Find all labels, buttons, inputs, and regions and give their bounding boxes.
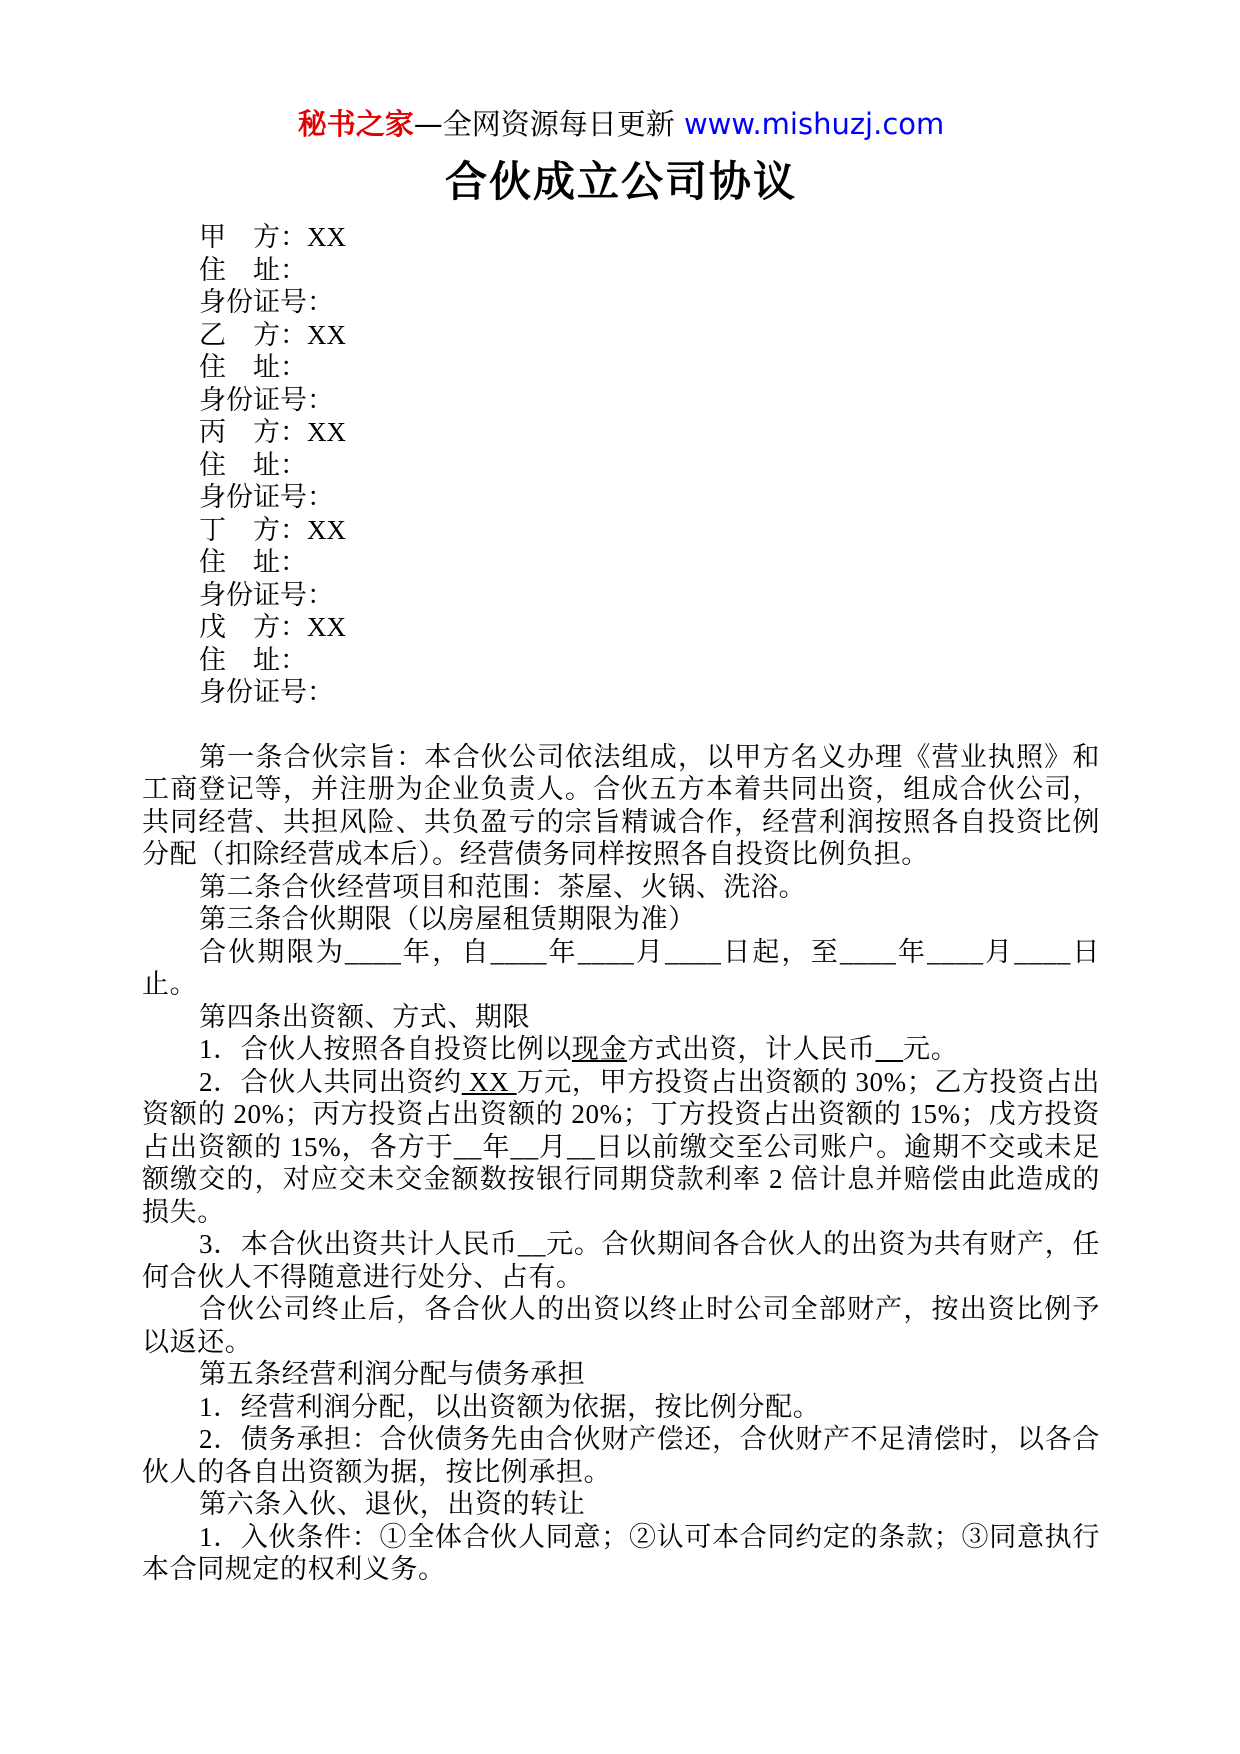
party-c-address: 住 址： (199, 449, 307, 480)
clause-5-heading: 第五条经营利润分配与债务承担 (199, 1359, 586, 1389)
clause-6-item-1: 1．入伙条件：①全体合伙人同意；②认可本合同约定的条款；③同意执行本合同规定的权利义务。 (142, 1521, 1100, 1584)
spacer (142, 709, 1100, 741)
document-title: 合伙成立公司协议 (444, 157, 797, 206)
clause-4-item-1-text-b: 方式出资，计人民币 (627, 1034, 876, 1064)
slogan: —全网资源每日更新 (413, 107, 675, 141)
clause-4-heading: 第四条出资额、方式、期限 (199, 1001, 531, 1032)
party-c-id: 身份证号： (199, 482, 334, 512)
party-e-address: 住 址： (199, 644, 307, 675)
clause-4-item-2-text-a: 2．合伙人共同出资约 (199, 1066, 462, 1097)
clause-4-item-4: 合伙公司终止后，各合伙人的出资以终止时公司全部财产，按出资比例予以返还。 (142, 1294, 1100, 1357)
site-url[interactable]: www.mishuzj.com (674, 107, 945, 141)
clause-1: 第一条合伙宗旨：本合伙公司依法组成，以甲方名义办理《营业执照》和工商登记等，并注册为企业负责人。合伙五方本着共同出资，组成合伙公司，共同经营、共担风险、共负盈亏的宗旨精诚合作，经营利润按照各自投资比例分配（扣除经营成本后）。经营债务同样按照各自投资比例负担。 (142, 741, 1100, 869)
clause-4-item-1-text-c: 元。 (903, 1034, 959, 1064)
party-b-id: 身份证号： (199, 384, 334, 415)
cash-term: 现金 (571, 1034, 628, 1064)
party-a-id: 身份证号： (199, 287, 334, 317)
total-investment-value: XX (461, 1066, 517, 1097)
party-a-address: 住 址： (199, 254, 307, 285)
site-header (142, 97, 1100, 151)
party-a-name: 甲 方：XX (199, 222, 346, 252)
clause-5-item-2: 2．债务承担：合伙债务先由合伙财产偿还，合伙财产不足清偿时，以各合伙人的各自出资额为据，按比例承担。 (142, 1424, 1100, 1487)
party-d-address: 住 址： (199, 547, 307, 577)
party-d-name: 丁 方：XX (199, 514, 346, 545)
clause-4-item-1 (142, 1033, 1100, 1066)
clause-4-item-1-text-a: 1．合伙人按照各自投资比例以 (199, 1034, 572, 1064)
party-b-address: 住 址： (199, 352, 307, 382)
clause-3-heading: 第三条合伙期限（以房屋租赁期限为准） (199, 904, 696, 934)
amount-blank (876, 1034, 904, 1064)
party-d-id: 身份证号： (199, 579, 334, 610)
party-e-name: 戊 方：XX (199, 612, 346, 642)
parties-block (142, 221, 1100, 709)
clause-3-term: 合伙期限为____年，自____年____月____日起，至____年____月____日止。 (142, 936, 1100, 999)
party-e-id: 身份证号： (199, 677, 334, 707)
clause-4-item-2 (142, 1066, 1100, 1229)
clause-4-item-3: 3．本合伙出资共计人民币__元。合伙期间各合伙人的出资为共有财产，任何合伙人不得随意进行处分、占有。 (142, 1229, 1100, 1292)
brand-name: 秘书之家 (297, 107, 414, 141)
clause-4-item-2-text-b: 万元，甲方投资占出资额的 30%；乙方投资占出资额的 20%；丙方投资占出资额的 20%；丁方投资占出资额的 15%；戊方投资占出资额的 15%，各方于__年__月__日以前缴交至公司账户。逾期不交或未足额缴交的，对应交未交金额数按银行同期贷款利率 2 倍计息并赔偿由此造成的损失。 (142, 1066, 1101, 1227)
clause-6-heading: 第六条入伙、退伙，出资的转让 (199, 1489, 586, 1519)
party-c-name: 丙 方：XX (199, 417, 346, 447)
clause-5-item-1: 1．经营利润分配，以出资额为依据，按比例分配。 (199, 1391, 821, 1422)
party-b-name: 乙 方：XX (199, 319, 346, 350)
clause-2: 第二条合伙经营项目和范围：茶屋、火锅、洗浴。 (199, 871, 807, 902)
